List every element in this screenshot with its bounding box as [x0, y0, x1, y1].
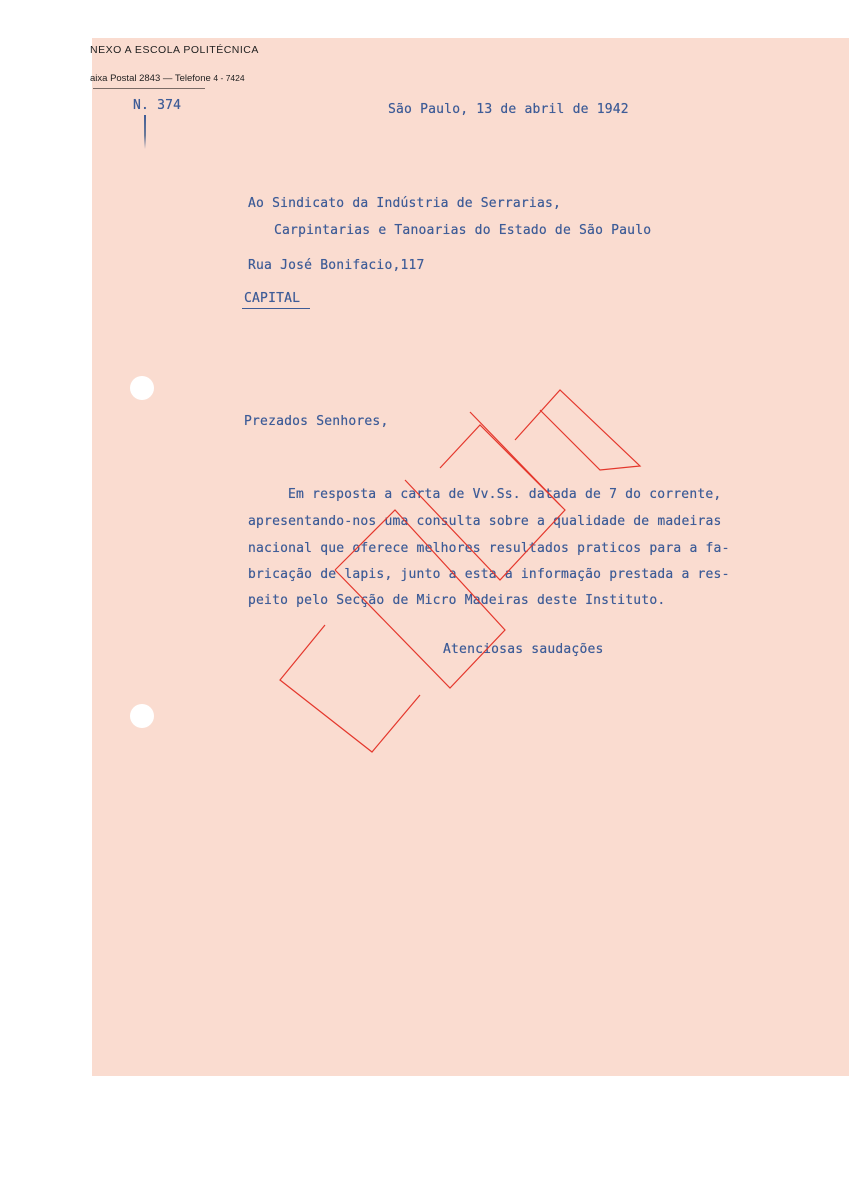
letterhead-contact-prefix: aixa Postal 2843 — Telefone: [90, 73, 214, 84]
punch-hole-top: [130, 376, 154, 400]
city-underline: [242, 308, 310, 309]
reference-mark: [144, 115, 146, 149]
letter-date: São Paulo, 13 de abril de 1942: [388, 102, 629, 117]
body-line: bricação de lapis, junto a esta a informação prestada a res-: [248, 567, 730, 582]
letter-sheet: [92, 38, 849, 1076]
closing: Atenciosas saudações: [443, 642, 604, 657]
body-line: peito pelo Secção de Micro Madeiras deste Instituto.: [248, 593, 666, 608]
body-line: apresentando-nos uma consulta sobre a qualidade de madeiras: [248, 514, 722, 529]
letterhead-institution: NEXO A ESCOLA POLITÉCNICA: [90, 44, 259, 56]
addressee-street: Rua José Bonifacio,117: [248, 258, 425, 273]
body-line: Em resposta a carta de Vv.Ss. datada de 7 do corrente,: [288, 487, 722, 502]
salutation: Prezados Senhores,: [244, 414, 389, 429]
letterhead-phone: 4 - 7424: [213, 73, 245, 83]
letterhead-contact: [90, 73, 245, 84]
addressee-line-1: Ao Sindicato da Indústria de Serrarias,: [248, 196, 562, 211]
punch-hole-bottom: [130, 704, 154, 728]
addressee-line-2: Carpintarias e Tanoarias do Estado de São Paulo: [274, 223, 652, 238]
addressee-city: CAPITAL: [244, 291, 301, 306]
letterhead-rule: [93, 88, 205, 89]
body-line: nacional que oferece melhores resultados praticos para a fa-: [248, 541, 730, 556]
reference-number: N. 374: [133, 98, 182, 113]
